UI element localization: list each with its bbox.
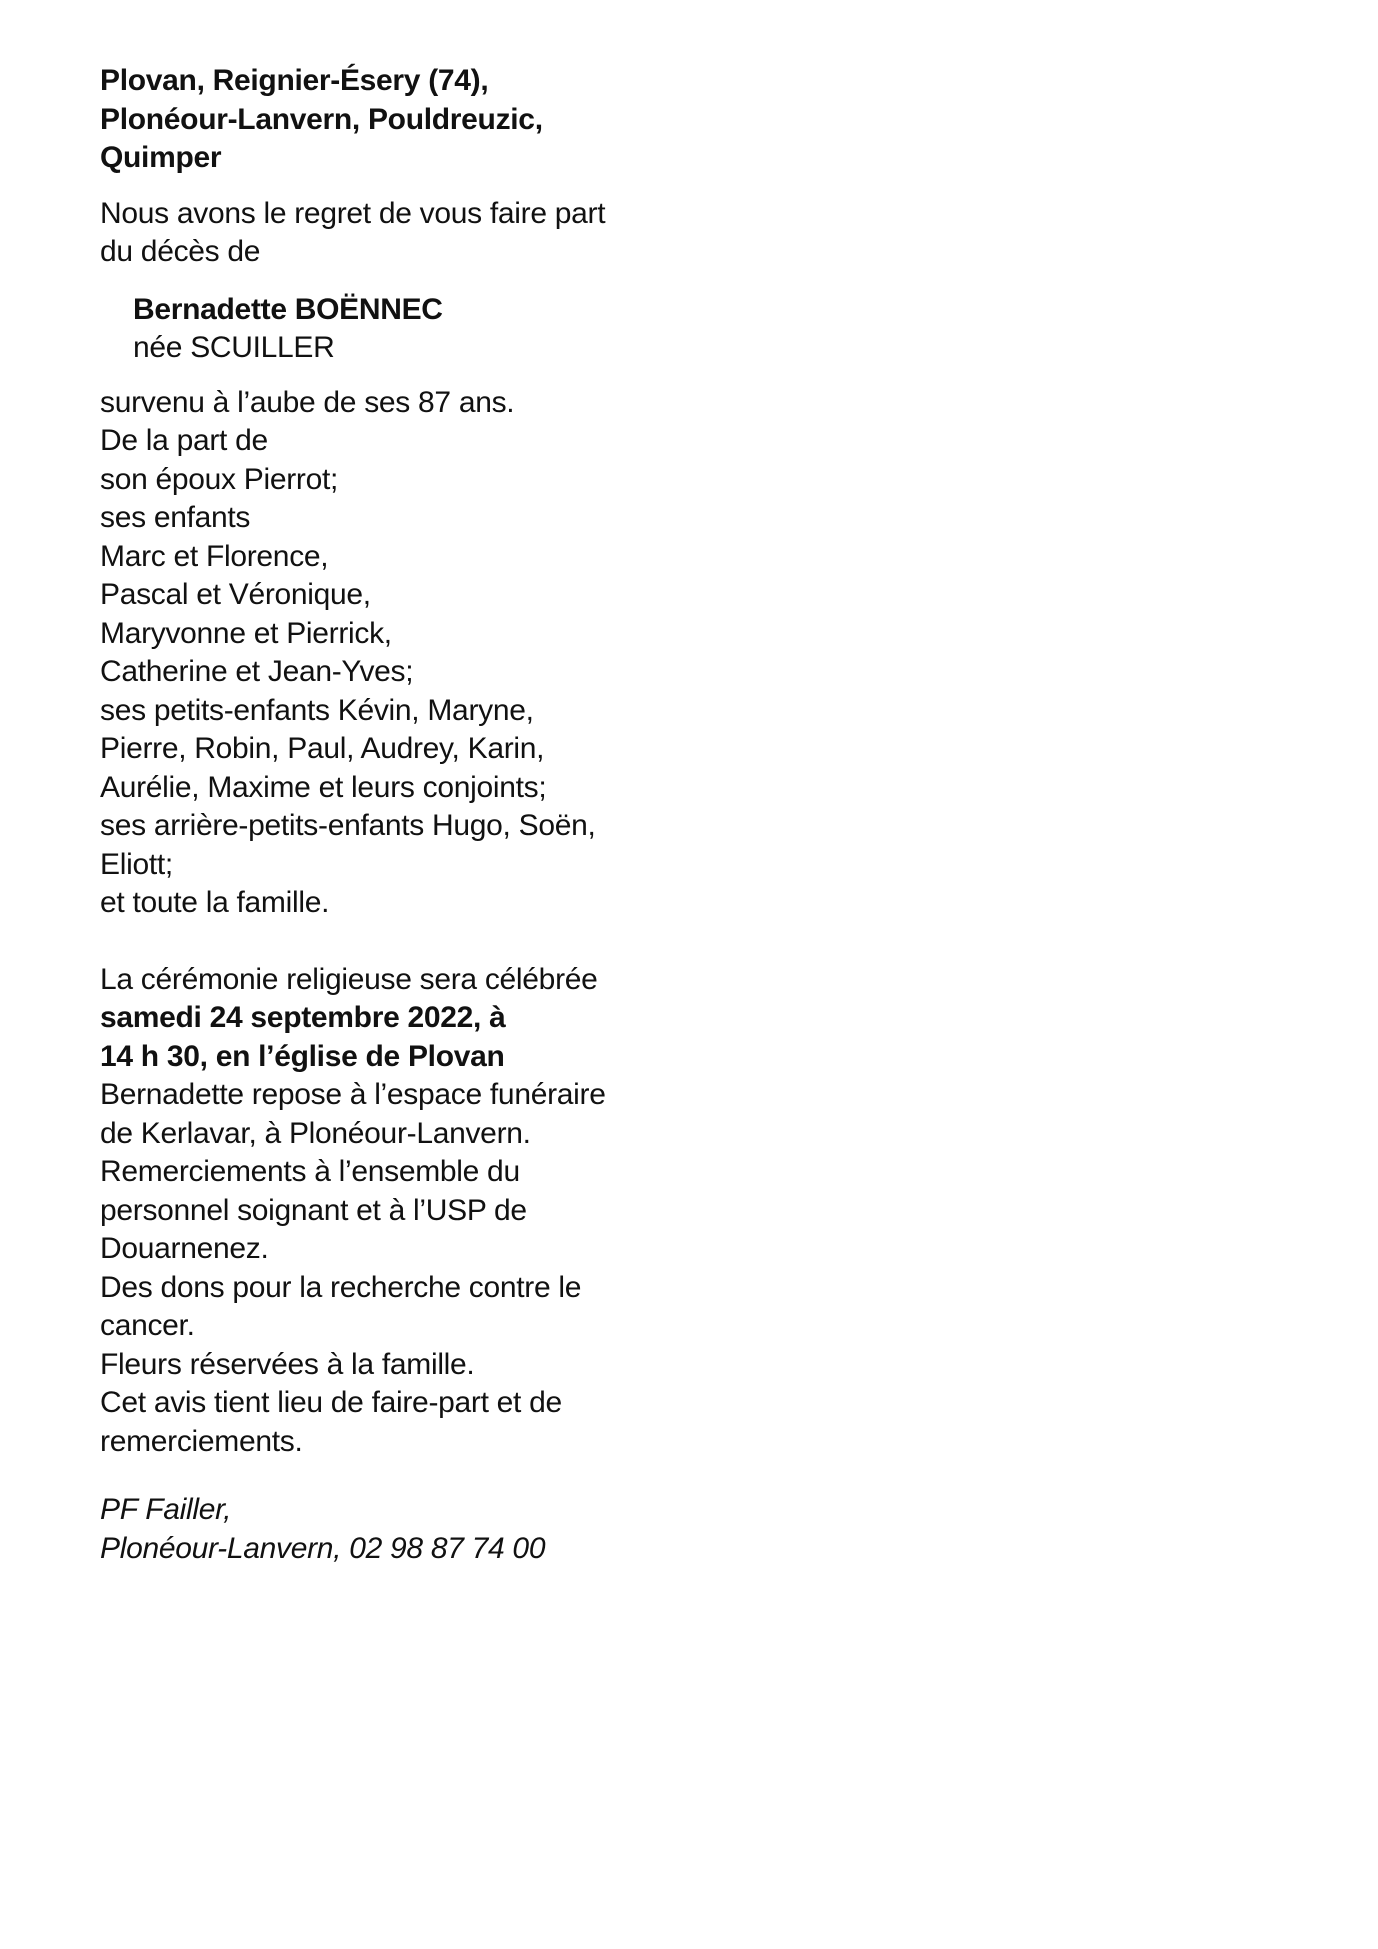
ceremony-details (100, 961, 700, 1462)
deceased-maiden-name: née SCUILLER (133, 331, 335, 364)
announcement-intro (100, 195, 700, 272)
family-list (100, 384, 700, 923)
family-line: Aurélie, Maxime et leurs conjoints; (100, 770, 547, 804)
death-notice (100, 62, 700, 1568)
signature-line: Plonéour-Lanvern, 02 98 87 74 00 (100, 1531, 546, 1565)
family-line: Pierre, Robin, Paul, Audrey, Karin, (100, 732, 545, 765)
header-line: Plovan, Reignier-Ésery (74), (100, 64, 489, 97)
header-line: Plonéour-Lanvern, Pouldreuzic, (100, 102, 543, 136)
family-line: Pascal et Véronique, (100, 578, 371, 611)
funeral-home-signature (100, 1491, 700, 1568)
family-line: Catherine et Jean-Yves; (100, 655, 414, 688)
ceremony-line: Bernadette repose à l’espace funéraire (100, 1078, 606, 1111)
ceremony-place: 14 h 30, en l’église de Plovan (100, 1039, 505, 1073)
ceremony-line: remerciements. (100, 1424, 303, 1458)
intro-line: Nous avons le regret de vous faire part (100, 196, 606, 230)
intro-line: du décès de (100, 235, 261, 268)
family-line: Marc et Florence, (100, 539, 329, 573)
deceased-block (100, 291, 700, 368)
family-line: Eliott; (100, 847, 173, 881)
signature-line: PF Failler, (100, 1493, 232, 1526)
ceremony-line: Des dons pour la recherche contre le (100, 1270, 582, 1304)
family-line: De la part de (100, 424, 268, 457)
locations-header (100, 62, 700, 178)
family-line: survenu à l’aube de ses 87 ans. (100, 385, 515, 419)
ceremony-line: Cet avis tient lieu de faire-part et de (100, 1386, 562, 1419)
family-line: ses arrière-petits-enfants Hugo, Soën, (100, 809, 596, 842)
ceremony-line: personnel soignant et à l’USP de (100, 1193, 527, 1227)
family-line: ses petits-enfants Kévin, Maryne, (100, 693, 534, 727)
family-line: et toute la famille. (100, 886, 330, 919)
header-line: Quimper (100, 141, 222, 174)
ceremony-intro: La cérémonie religieuse sera célébrée (100, 962, 598, 996)
family-line: ses enfants (100, 501, 251, 534)
ceremony-line: cancer. (100, 1309, 195, 1342)
ceremony-date: samedi 24 septembre 2022, à (100, 1001, 506, 1034)
ceremony-line: Douarnenez. (100, 1232, 269, 1265)
ceremony-line: de Kerlavar, à Plonéour-Lanvern. (100, 1116, 531, 1150)
deceased-name: Bernadette BOËNNEC (133, 292, 443, 326)
ceremony-line: Fleurs réservées à la famille. (100, 1347, 475, 1381)
ceremony-line: Remerciements à l’ensemble du (100, 1155, 520, 1188)
family-line: son époux Pierrot; (100, 462, 339, 496)
family-line: Maryvonne et Pierrick, (100, 616, 392, 650)
